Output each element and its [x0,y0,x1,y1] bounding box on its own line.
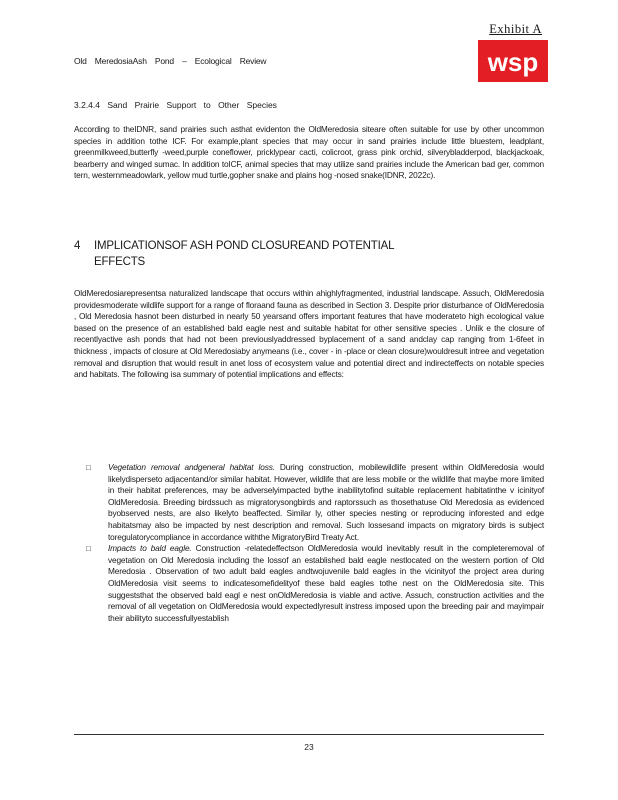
document-header-title: Old MeredosiaAsh Pond – Ecological Review [74,56,267,66]
effects-list [86,462,544,624]
exhibit-label: Exhibit A [489,22,542,36]
footer-rule [74,734,544,735]
bullet-icon: □ [86,463,91,472]
page-number: 23 [304,742,314,752]
chapter-title-line2: EFFECTS [94,256,145,268]
paragraph-sand-prairie: According to theIDNR, sand prairies such asthat evidenton the OldMeredosia siteare often suitable for use by other uncommon species in addition tothe ICF. For example,plant species that may occur in sand prairies include little bluestem, leadplant, greenmilkweed,butterfly -weed,purple coneflower, pricklypear cacti, colicroot, grass pink orchid, silverybladderpod, blackjackoak, bearberry and winged sumac. In addition toICF, animal species that may utilize sand prairies include the American bad ger, common tern, westernmeadowlark, yellow mud turtle,gopher snake and plains hog -nosed snake(IDNR, 2022c). [74,124,544,181]
paragraph-implications: OldMeredosiarepresentsa naturalized landscape that occurs within ahighlyfragmented, industrial landscape. Assuch, OldMeredosia providesmoderate wildlife support for a range of floraand fauna as described in Section 3. Despite prior disturbance of OldMeredosia , Old Meredosia hasnot been disturbed in nearly 50 yearsand offers important features that have moderateto high ecological value based on the presence of an established bald eagle nest and suitable habitat for other sensitive species . Unlik e the closure of recentlyactive ash ponds that had not been previouslyaddressed byplacement of a sand andclay cap ranging from 1-6feet in thickness , impacts of closure at Old Meredosiaby anymeans (i.e., cover - in -place or clean closure)wouldresult intree and vegetation removal and disruption that would result in anet loss of ecosystem value and potential direct and indirecteffects on notable species and habitats. The following isa summary of potential implications and effects: [74,288,544,380]
wsp-logo [478,40,548,82]
bullet-text: Construction -relatedeffectson OldMeredosia would inevitably result in the completeremoval of vegetation on Old Meredosia including the lossof an established bald eagle nestlocated on the western portion of Old Meredosia . Observation of two adult bald eagles andtwojuvenile bald eagles in the vicinityof the project area during OldMeredosia visit seems to indicatesomefidelityof these bald eagles tothe nest on the OldMeredosia site. This suggeststhat the observed bald eagl e nest onOldMeredosia is viable and active. Assuch, construction activities and the removal of all vegetation on OldMeredosia would expectedlyresult instress imposed upon the breeding pair and mayimpair their abilityto successfullyestablish [108,543,544,623]
list-item [86,543,544,624]
bullet-text: During construction, mobilewildlife present within OldMeredosia would likelydisperseto adjacentand/or similar habitat. However, wildlife that are less mobile or the wildlife that maybe more limited in their habitat preferences, may be adverselyimpacted bythe inabilitytofind suitable replacement habitatinthe v icinityof OldMeredosia. Breeding birdssuch as migratorysongbirds and raptorssuch as thosethatuse Old Meredosia as evidenced byobserved nests, are also likelyto beaffected. Similar ly, other species nesting or reproducing inforested and edge habitatsmay also be impacted by nest description and removal. Such lossesand impacts on migratory birds is subject toregulatorycompliance in accordance withthe MigratoryBird Treaty Act. [108,462,544,542]
section-heading: 3.2.4.4 Sand Prairie Support to Other Species [74,100,277,110]
bullet-icon: □ [86,544,91,554]
list-item [86,462,544,543]
bullet-lead: Impacts to bald eagle. [108,543,192,554]
logo-text: wsp [487,47,539,77]
chapter-number: 4 [74,240,81,252]
chapter-heading [74,238,544,270]
chapter-title-line1: IMPLICATIONSOF ASH POND CLOSUREAND POTENTIAL [94,240,395,252]
bullet-lead: Vegetation removal andgeneral habitat loss. [108,462,275,472]
